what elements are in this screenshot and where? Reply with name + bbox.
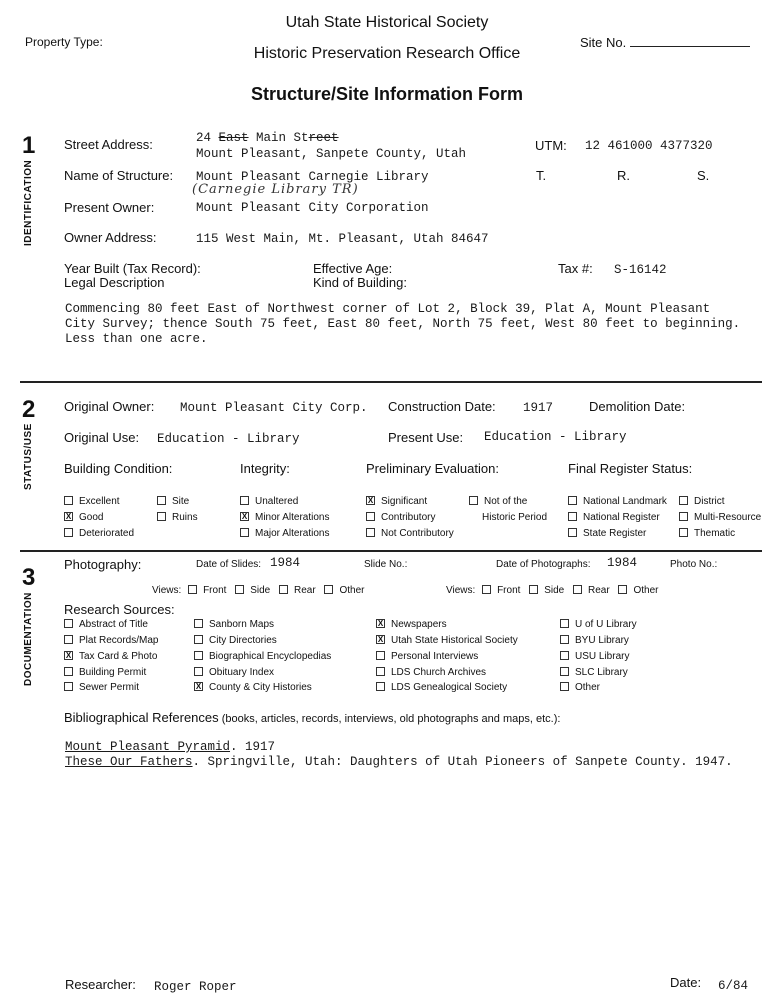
form-title: Structure/Site Information Form [250, 84, 524, 104]
org-name: Utah State Historical Society [285, 14, 489, 31]
checkbox-box [194, 635, 203, 644]
checkbox-minor-alterations[interactable]: X Minor Alterations [241, 511, 330, 523]
section-1-number: 1 [22, 132, 36, 159]
checkbox-national-register[interactable]: National Register [568, 512, 660, 523]
checkbox-lds-genealogical[interactable]: LDS Genealogical Society [376, 682, 507, 693]
checkbox-district[interactable]: District [679, 496, 725, 507]
checkbox-box [568, 528, 577, 537]
checkbox-u-of-u[interactable]: U of U Library [560, 619, 637, 630]
checkbox-not-contributory[interactable]: Not Contributory [366, 528, 454, 539]
checkbox-box [366, 528, 375, 537]
checkbox-mark: X [241, 511, 248, 521]
checkbox-biographical[interactable]: Biographical Encyclopedias [194, 651, 331, 662]
slide-no-label: Slide No.: [364, 559, 408, 570]
checkbox-box [376, 667, 385, 676]
property-type-label: Property Type: [25, 35, 103, 49]
checkbox-sewer-permit[interactable]: Sewer Permit [64, 682, 139, 693]
reference-1-title: Mount Pleasant Pyramid [65, 740, 231, 754]
bibliographical-references-label: Bibliographical References (books, articles, records, interviews, old photographs and maps, etc.): [64, 710, 561, 725]
original-use-label: Original Use: [64, 430, 140, 445]
checkbox-box [469, 496, 478, 505]
t-label: T. [536, 168, 547, 183]
section-divider-2 [20, 550, 762, 552]
checkbox-box [194, 651, 203, 660]
demolition-date-label: Demolition Date: [589, 399, 686, 414]
date-of-slides-value: 1984 [270, 556, 301, 570]
checkbox-box[interactable] [482, 585, 491, 594]
checkbox-box [568, 496, 577, 505]
checkbox-utah-historical[interactable]: X Utah State Historical Society [377, 634, 518, 646]
office-name: Historic Preservation Research Office [253, 45, 521, 62]
checkbox-mark: X [367, 495, 374, 505]
photo-views: Views: Front Side Rear Other [446, 585, 659, 596]
checkbox-newspapers[interactable]: X Newspapers [377, 618, 447, 630]
checkbox-excellent[interactable]: Excellent [64, 496, 120, 507]
checkbox-not-historic[interactable]: Not of the [469, 496, 527, 507]
checkbox-box [240, 496, 249, 505]
legal-line-3: Less than one acre. [65, 332, 208, 346]
checkbox-mark: X [377, 618, 384, 628]
checkbox-unaltered[interactable]: Unaltered [240, 496, 298, 507]
checkbox-deteriorated[interactable]: Deteriorated [64, 528, 134, 539]
checkbox-other[interactable]: Other [560, 682, 600, 693]
researcher-value: Roger Roper [154, 980, 237, 994]
checkbox-byu[interactable]: BYU Library [560, 635, 629, 646]
checkbox-box [64, 682, 73, 691]
checkbox-building-permit[interactable]: Building Permit [64, 667, 146, 678]
s-label: S. [697, 168, 710, 183]
checkbox-box [376, 682, 385, 691]
checkbox-box[interactable] [618, 585, 627, 594]
section-2-side-label: STATUS/USE [23, 423, 34, 490]
present-use-label: Present Use: [388, 430, 464, 445]
checkbox-county-city-histories[interactable]: X County & City Histories [195, 681, 312, 693]
checkbox-significant[interactable]: X Significant [367, 495, 428, 507]
checkbox-box [157, 512, 166, 521]
checkbox-box [64, 635, 73, 644]
legal-description-label: Legal Description [64, 275, 165, 290]
effective-age-label: Effective Age: [313, 261, 393, 276]
checkbox-major-alterations[interactable]: Major Alterations [240, 528, 329, 539]
checkbox-mark: X [65, 650, 72, 660]
checkbox-contributory[interactable]: Contributory [366, 512, 435, 523]
checkbox-box [366, 512, 375, 521]
checkbox-ruins[interactable]: Ruins [157, 512, 198, 523]
section-1-side-label: IDENTIFICATION [23, 159, 34, 246]
tax-number-value: S-16142 [614, 263, 667, 277]
checkbox-multi-resource[interactable]: Multi-Resource [679, 512, 761, 523]
utm-value: 12 461000 4377320 [585, 139, 713, 153]
date-of-slides-label: Date of Slides: [196, 559, 262, 570]
date-of-photographs-label: Date of Photographs: [496, 559, 591, 570]
present-owner-value: Mount Pleasant City Corporation [196, 201, 429, 215]
checkbox-national-landmark[interactable]: National Landmark [568, 496, 667, 507]
checkbox-personal-interviews[interactable]: Personal Interviews [376, 651, 478, 662]
reference-1: Mount Pleasant Pyramid. 1917 [65, 740, 276, 754]
tax-number-label: Tax #: [558, 261, 593, 276]
site-no-line [630, 36, 750, 47]
checkbox-box [64, 619, 73, 628]
name-handwritten-note: (Carnegie Library TR) [192, 182, 359, 197]
present-owner-label: Present Owner: [64, 200, 155, 215]
final-register-status-label: Final Register Status: [568, 461, 693, 476]
checkbox-box [194, 619, 203, 628]
checkbox-box [64, 496, 73, 505]
checkbox-mark: X [195, 681, 202, 691]
section-3-number: 3 [22, 564, 36, 591]
section-3-side-label: DOCUMENTATION [23, 592, 34, 686]
checkbox-box [679, 496, 688, 505]
construction-date-label: Construction Date: [388, 399, 496, 414]
checkbox-box [376, 651, 385, 660]
date-label: Date: [670, 975, 702, 990]
owner-address-label: Owner Address: [64, 230, 157, 245]
site-no-label: Site No. [580, 35, 750, 50]
checkbox-thematic[interactable]: Thematic [679, 528, 735, 539]
not-historic-period-label: Historic Period [482, 512, 548, 523]
checkbox-slc[interactable]: SLC Library [560, 667, 628, 678]
building-condition-label: Building Condition: [64, 461, 173, 476]
checkbox-mark: X [377, 634, 384, 644]
checkbox-state-register[interactable]: State Register [568, 528, 646, 539]
date-of-photographs-value: 1984 [607, 556, 638, 570]
city-value: Mount Pleasant, Sanpete County, Utah [196, 147, 467, 161]
checkbox-box [679, 528, 688, 537]
preliminary-evaluation-label: Preliminary Evaluation: [366, 461, 499, 476]
checkbox-box [568, 512, 577, 521]
checkbox-box [560, 667, 569, 676]
checkbox-obituary-index[interactable]: Obituary Index [194, 667, 274, 678]
checkbox-abstract-of-title[interactable]: Abstract of Title [64, 619, 148, 630]
research-sources-label: Research Sources: [64, 602, 175, 617]
checkbox-lds-archives[interactable]: LDS Church Archives [376, 667, 486, 678]
checkbox-sanborn-maps[interactable]: Sanborn Maps [194, 619, 274, 630]
original-owner-value: Mount Pleasant City Corp. [180, 401, 368, 415]
original-use-value: Education - Library [157, 432, 300, 446]
checkbox-city-directories[interactable]: City Directories [194, 635, 277, 646]
checkbox-box [64, 667, 73, 676]
photography-label: Photography: [64, 557, 142, 572]
checkbox-box[interactable] [279, 585, 288, 594]
slide-views: Views: Front Side Rear Other [152, 585, 365, 596]
checkbox-box [157, 496, 166, 505]
checkbox-site[interactable]: Site [157, 496, 189, 507]
street-address-label: Street Address: [64, 137, 153, 152]
present-use-value: Education - Library [484, 430, 627, 444]
checkbox-box[interactable] [529, 585, 538, 594]
checkbox-box [679, 512, 688, 521]
checkbox-box [64, 528, 73, 537]
checkbox-box[interactable] [188, 585, 197, 594]
kind-of-building-label: Kind of Building: [313, 275, 407, 290]
construction-date-value: 1917 [523, 401, 554, 415]
checkbox-mark: X [65, 511, 72, 521]
checkbox-box [560, 619, 569, 628]
integrity-label: Integrity: [240, 461, 290, 476]
legal-line-1: Commencing 80 feet East of Northwest corner of Lot 2, Block 39, Plat A, Mount Pleasant [65, 302, 711, 316]
reference-2-title: These Our Fathers [65, 755, 193, 769]
checkbox-box [240, 528, 249, 537]
checkbox-box [560, 635, 569, 644]
name-of-structure-label: Name of Structure: [64, 168, 174, 183]
checkbox-box[interactable] [573, 585, 582, 594]
owner-address-value: 115 West Main, Mt. Pleasant, Utah 84647 [196, 232, 489, 246]
section-divider-1 [20, 381, 762, 383]
checkbox-box [194, 667, 203, 676]
name-of-structure-value: Mount Pleasant Carnegie Library [196, 170, 429, 184]
reference-2: These Our Fathers. Springville, Utah: Daughters of Utah Pioneers of Sanpete County. 1947. [65, 755, 733, 769]
date-value: 6/84 [718, 979, 749, 993]
photo-no-label: Photo No.: [670, 559, 718, 570]
utm-label: UTM: [535, 138, 567, 153]
checkbox-good[interactable]: X Good [65, 511, 104, 523]
section-2-number: 2 [22, 396, 36, 423]
checkbox-box [560, 682, 569, 691]
legal-line-2: City Survey; thence South 75 feet, East 80 feet, North 75 feet, West 80 feet to beginning. [65, 317, 741, 331]
year-built-label: Year Built (Tax Record): [64, 261, 201, 276]
researcher-label: Researcher: [65, 977, 136, 992]
checkbox-plat-records[interactable]: Plat Records/Map [64, 635, 158, 646]
street-address-value: 24 East Main Street [196, 131, 339, 145]
checkbox-usu[interactable]: USU Library [560, 651, 629, 662]
checkbox-box [560, 651, 569, 660]
checkbox-tax-card[interactable]: X Tax Card & Photo [65, 650, 158, 662]
original-owner-label: Original Owner: [64, 399, 155, 414]
checkbox-box[interactable] [235, 585, 244, 594]
checkbox-box[interactable] [324, 585, 333, 594]
r-label: R. [617, 168, 630, 183]
